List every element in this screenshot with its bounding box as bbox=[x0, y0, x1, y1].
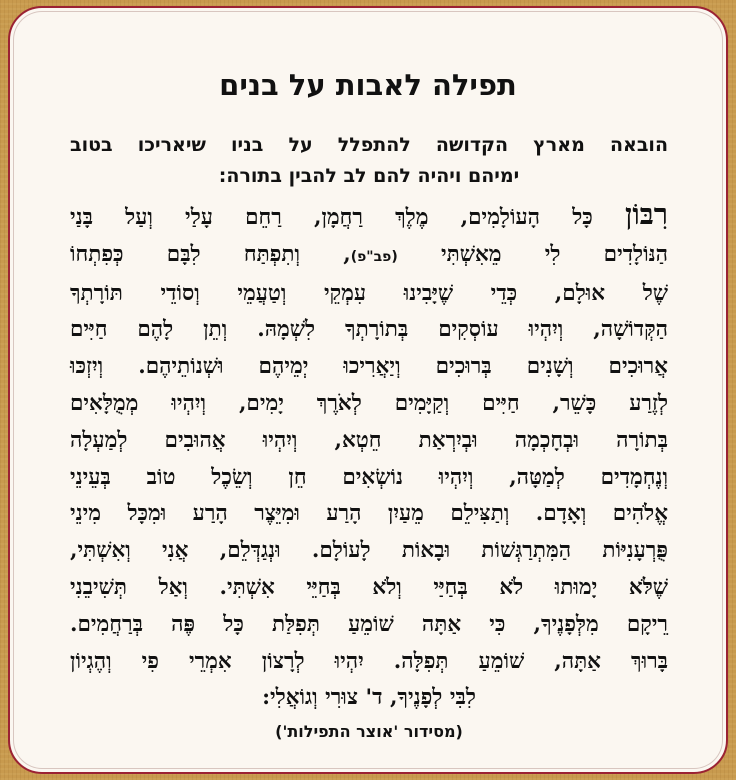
intro-line: ימיהם ויהיה להם לב להבין בתורה: bbox=[218, 165, 520, 187]
prayer-card bbox=[8, 6, 728, 774]
prayer-line: פֻּרְעָנִיּוֹת הַמִּתְרַגְּשׁוֹת וּבָאוֹת לָעוֹלָם. וּנְגַדְּלֵם, אֲנִי וְאִשְׁתִּי, bbox=[70, 538, 668, 564]
prayer-line: בָּרוּךְ אַתָּה, שׁוֹמֵעַ תְּפִלָּה. יִהְיוּ לְרָצוֹן אִמְרֵי פִי וְהֶגְיוֹן bbox=[70, 648, 668, 674]
prayer-line-text: , וְתִפְתַּח לִבָּם כְּפִתְחוֹ bbox=[70, 241, 351, 267]
intro-text bbox=[70, 130, 668, 192]
intro-line: הובאה מארץ הקדושה להתפלל על בניו שיאריכו בטוב bbox=[70, 134, 668, 156]
prayer-line: וְנֶחְמָדִים לְמַטָּה, וְיִהְיוּ נוֹשְׂאִים חֵן וְשֵׂכֶל טוֹב בְּעֵינֵי bbox=[70, 464, 668, 490]
prayer-line: אֱלֹהִים וְאָדָם. וְתַצִּילֵם מֵעַיִן הָרַע וּמִיֵּצֶר הָרַע וּמִכָּל מִינֵי bbox=[70, 501, 668, 527]
prayer-line: הַקְּדוֹשָׁה, וְיִהְיוּ עוֹסְקִים בְּתוֹרָתְךָ לִשְׁמָהּ. וְתֵן לָהֶם חַיִּים bbox=[70, 317, 668, 343]
prayer-line bbox=[70, 196, 668, 237]
prayer-line: לְזֶרַע כָּשֵׁר, חַיִּים וְקַיָּמִים לְאֹרֶךְ יָמִים, וְיִהְיוּ מְמֻלָּאִים bbox=[70, 390, 668, 416]
name-placeholder-note: (פב"פ) bbox=[350, 248, 398, 265]
prayer-line-text: כָּל הָעוֹלָמִים, מֶלֶךְ רַחֲמָן, רַחֵם עָלַי וְעַל בָּנַי bbox=[70, 205, 593, 230]
prayer-first-word: רִבּוֹן bbox=[624, 197, 668, 231]
prayer-line: אֲרוּכִים וְשָׁנִים בְּרוּכִים וְיַאֲרִיכוּ יְמֵיהֶם וּשְׁנוֹתֵיהֶם. וְיִזְכּוּ bbox=[70, 354, 668, 380]
prayer-line: בְּתוֹרָה וּבְחָכְמָה וּבְיִרְאַת חֵטְא, וְיִהְיוּ אֲהוּבִים לְמַעְלָה bbox=[70, 427, 668, 453]
prayer-line: רֵיקָם מִלְּפָנֶיךָ, כִּי אַתָּה שׁוֹמֵעַ תְּפִלַּת כָּל פֶּה בְּרַחֲמִים. bbox=[70, 611, 668, 637]
prayer-line: שֶׁל אוּלָם, כְּדֵי שֶׁיָּבִינוּ עִמְקֵי וְטַעֲמֵי וְסוֹדֵי תּוֹרָתְךָ bbox=[70, 280, 668, 306]
page-title: תפילה לאבות על בנים bbox=[219, 68, 517, 102]
source-citation: (מסידור 'אוצר התפילות') bbox=[275, 722, 463, 741]
prayer-line-text: הַנּוֹלָדִים לִי מֵאִשְׁתִּי bbox=[440, 241, 668, 267]
prayer-line bbox=[70, 237, 668, 276]
prayer-line: לִבִּי לְפָנֶיךָ, ד' צוּרִי וְגוֹאֲלִי: bbox=[262, 685, 476, 711]
prayer-body bbox=[70, 196, 668, 717]
prayer-line: שֶׁלֹּא יָמוּתוּ לֹא בְּחַיַּי וְלֹא בְּחַיֵּי אִשְׁתִּי. וְאַל תְּשִׁיבֵנִי bbox=[70, 574, 668, 600]
